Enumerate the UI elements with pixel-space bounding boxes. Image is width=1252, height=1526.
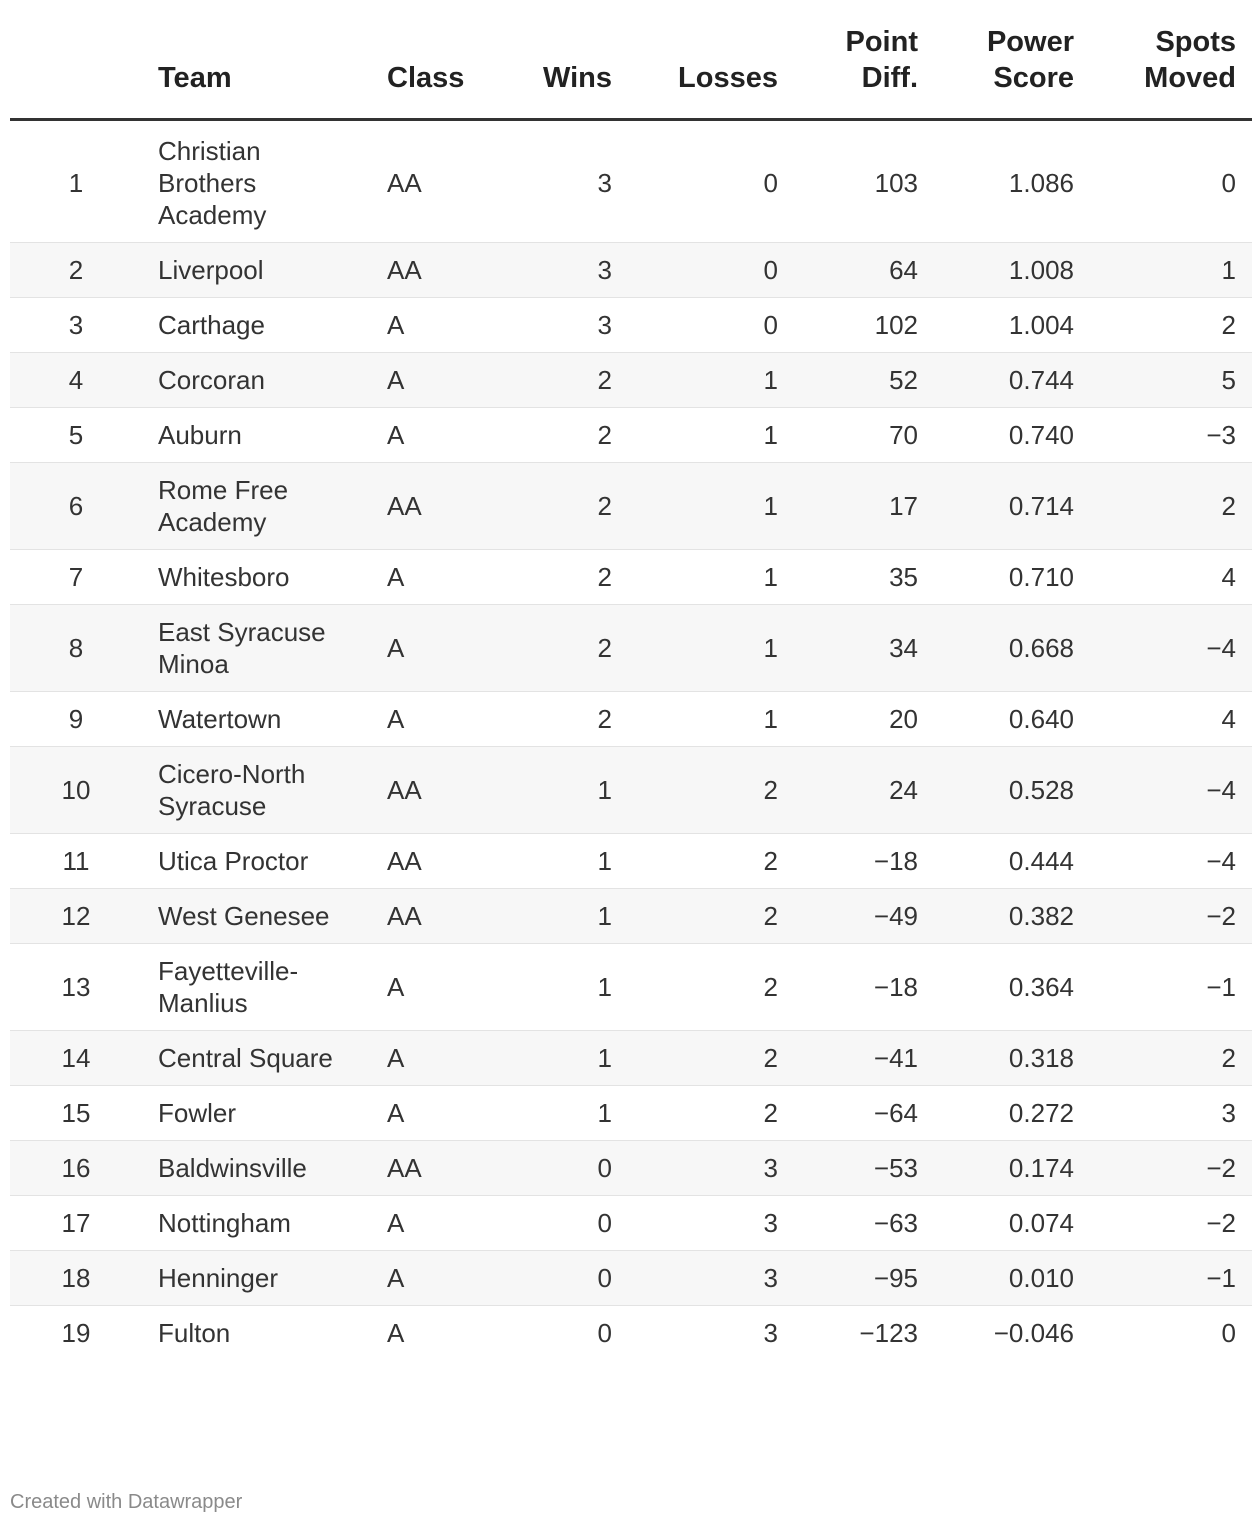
table-row xyxy=(10,1251,1252,1306)
spots-moved-cell: −2 xyxy=(1090,889,1252,944)
rank-cell: 19 xyxy=(61,1318,91,1348)
point-diff-cell: 52 xyxy=(794,353,934,408)
table-row xyxy=(10,1196,1252,1251)
point-diff-cell: 35 xyxy=(794,550,934,605)
wins-cell: 3 xyxy=(519,120,628,243)
rank-cell: 13 xyxy=(10,944,142,1031)
point-diff-cell: 64 xyxy=(794,243,934,298)
team-cell: Central Square xyxy=(142,1031,371,1086)
table-row xyxy=(10,889,1252,944)
wins-cell: 0 xyxy=(519,1196,628,1251)
power-score-cell: 1.086 xyxy=(934,120,1090,243)
table-row xyxy=(10,944,1252,1031)
point-diff-cell: 70 xyxy=(794,408,934,463)
spots-moved-cell: −1 xyxy=(1090,1251,1252,1306)
team-cell: Watertown xyxy=(142,692,371,747)
header-wins: Wins xyxy=(519,0,628,120)
power-rankings-table xyxy=(10,0,1252,1360)
point-diff-cell: −18 xyxy=(794,944,934,1031)
table-row xyxy=(10,550,1252,605)
losses-cell: 3 xyxy=(763,1318,778,1348)
point-diff-cell: −49 xyxy=(794,889,934,944)
rank-cell: 17 xyxy=(10,1196,142,1251)
spots-moved-cell: 5 xyxy=(1090,353,1252,408)
team-cell: Baldwinsville xyxy=(142,1141,371,1196)
point-diff-cell: 20 xyxy=(794,692,934,747)
team-cell: Christian Brothers Academy xyxy=(142,120,371,243)
power-score-cell: −0.046 xyxy=(993,1318,1074,1348)
point-diff-cell: 17 xyxy=(794,463,934,550)
class-cell: A xyxy=(371,1031,519,1086)
class-cell: AA xyxy=(371,747,519,834)
team-cell: Whitesboro xyxy=(142,550,371,605)
rank-cell: 1 xyxy=(10,120,142,243)
wins-cell: 2 xyxy=(519,692,628,747)
spots-moved-cell: 0 xyxy=(1221,1318,1236,1348)
rank-cell: 10 xyxy=(10,747,142,834)
losses-cell: 2 xyxy=(628,1086,794,1141)
rank-cell: 8 xyxy=(10,605,142,692)
class-cell: A xyxy=(387,1318,405,1348)
class-cell: A xyxy=(371,692,519,747)
table-row xyxy=(10,1031,1252,1086)
spots-moved-cell: −4 xyxy=(1090,747,1252,834)
losses-cell: 2 xyxy=(628,834,794,889)
power-score-cell: 0.744 xyxy=(934,353,1090,408)
class-cell: AA xyxy=(371,463,519,550)
power-score-cell: 0.074 xyxy=(934,1196,1090,1251)
class-cell: AA xyxy=(371,243,519,298)
table-row xyxy=(10,1086,1252,1141)
spots-moved-cell: 3 xyxy=(1090,1086,1252,1141)
header-spots-moved: Spots Moved xyxy=(1090,0,1252,120)
class-cell: A xyxy=(371,298,519,353)
header-rank xyxy=(10,0,142,120)
rank-cell: 12 xyxy=(10,889,142,944)
power-score-cell: 1.008 xyxy=(934,243,1090,298)
spots-moved-cell: 4 xyxy=(1090,692,1252,747)
spots-moved-cell: −2 xyxy=(1090,1196,1252,1251)
spots-moved-cell: 1 xyxy=(1090,243,1252,298)
rank-cell: 4 xyxy=(10,353,142,408)
power-score-cell: 0.444 xyxy=(934,834,1090,889)
losses-cell: 2 xyxy=(628,1031,794,1086)
power-score-cell: 0.668 xyxy=(934,605,1090,692)
spots-moved-cell: 2 xyxy=(1090,1031,1252,1086)
team-cell: Fulton xyxy=(158,1318,231,1348)
losses-cell: 2 xyxy=(628,944,794,1031)
table-row xyxy=(10,463,1252,550)
rank-cell: 16 xyxy=(10,1141,142,1196)
rank-cell: 5 xyxy=(10,408,142,463)
table-row xyxy=(10,1306,1252,1361)
wins-cell: 3 xyxy=(519,243,628,298)
losses-cell: 1 xyxy=(628,605,794,692)
wins-cell: 1 xyxy=(519,1031,628,1086)
rank-cell: 15 xyxy=(10,1086,142,1141)
point-diff-cell: −123 xyxy=(859,1318,918,1348)
spots-moved-cell: −4 xyxy=(1090,605,1252,692)
point-diff-cell: 102 xyxy=(794,298,934,353)
point-diff-cell: −63 xyxy=(794,1196,934,1251)
losses-cell: 1 xyxy=(628,463,794,550)
power-score-cell: 0.174 xyxy=(934,1141,1090,1196)
table-row xyxy=(10,605,1252,692)
footer-credit[interactable]: Created with Datawrapper xyxy=(10,1491,243,1513)
header-team: Team xyxy=(142,0,371,120)
rank-cell: 2 xyxy=(10,243,142,298)
power-score-cell: 0.382 xyxy=(934,889,1090,944)
header-point-diff: Point Diff. xyxy=(794,0,934,120)
team-cell: Rome Free Academy xyxy=(142,463,371,550)
rank-cell: 7 xyxy=(10,550,142,605)
team-cell: Corcoran xyxy=(142,353,371,408)
table-row xyxy=(10,692,1252,747)
wins-cell: 0 xyxy=(519,1141,628,1196)
wins-cell: 2 xyxy=(519,408,628,463)
power-score-cell: 0.364 xyxy=(934,944,1090,1031)
class-cell: AA xyxy=(371,834,519,889)
team-cell: Nottingham xyxy=(142,1196,371,1251)
wins-cell: 2 xyxy=(519,463,628,550)
power-score-cell: 0.528 xyxy=(934,747,1090,834)
spots-moved-cell: −4 xyxy=(1090,834,1252,889)
team-cell: Henninger xyxy=(142,1251,371,1306)
table-row xyxy=(10,243,1252,298)
class-cell: A xyxy=(371,1251,519,1306)
team-cell: Fowler xyxy=(142,1086,371,1141)
class-cell: A xyxy=(371,944,519,1031)
class-cell: AA xyxy=(371,1141,519,1196)
wins-cell: 1 xyxy=(519,944,628,1031)
class-cell: A xyxy=(371,605,519,692)
class-cell: AA xyxy=(371,120,519,243)
rank-cell: 14 xyxy=(10,1031,142,1086)
team-cell: Carthage xyxy=(142,298,371,353)
wins-cell: 2 xyxy=(519,605,628,692)
power-score-cell: 0.740 xyxy=(934,408,1090,463)
wins-cell: 1 xyxy=(519,1086,628,1141)
table-row xyxy=(10,1141,1252,1196)
spots-moved-cell: 4 xyxy=(1090,550,1252,605)
point-diff-cell: 103 xyxy=(794,120,934,243)
losses-cell: 3 xyxy=(628,1141,794,1196)
team-cell: Cicero-North Syracuse xyxy=(142,747,371,834)
losses-cell: 0 xyxy=(628,298,794,353)
table-header-row xyxy=(10,0,1252,120)
losses-cell: 2 xyxy=(628,889,794,944)
losses-cell: 0 xyxy=(628,243,794,298)
wins-cell: 2 xyxy=(519,550,628,605)
losses-cell: 2 xyxy=(628,747,794,834)
losses-cell: 1 xyxy=(628,408,794,463)
losses-cell: 0 xyxy=(628,120,794,243)
point-diff-cell: −64 xyxy=(794,1086,934,1141)
spots-moved-cell: 2 xyxy=(1090,463,1252,550)
power-score-cell: 0.010 xyxy=(934,1251,1090,1306)
team-cell: East Syracuse Minoa xyxy=(142,605,371,692)
team-cell: Auburn xyxy=(142,408,371,463)
power-score-cell: 0.318 xyxy=(934,1031,1090,1086)
table-row xyxy=(10,834,1252,889)
point-diff-cell: −95 xyxy=(794,1251,934,1306)
table-row xyxy=(10,408,1252,463)
class-cell: A xyxy=(371,408,519,463)
point-diff-cell: 34 xyxy=(794,605,934,692)
losses-cell: 3 xyxy=(628,1251,794,1306)
wins-cell: 0 xyxy=(519,1251,628,1306)
point-diff-cell: −18 xyxy=(794,834,934,889)
rank-cell: 18 xyxy=(10,1251,142,1306)
power-score-cell: 0.640 xyxy=(934,692,1090,747)
class-cell: A xyxy=(371,1086,519,1141)
spots-moved-cell: −2 xyxy=(1090,1141,1252,1196)
team-cell: Utica Proctor xyxy=(142,834,371,889)
wins-cell: 1 xyxy=(519,747,628,834)
table-row xyxy=(10,120,1252,243)
team-cell: Liverpool xyxy=(142,243,371,298)
wins-cell: 0 xyxy=(597,1318,612,1348)
power-score-cell: 1.004 xyxy=(934,298,1090,353)
wins-cell: 2 xyxy=(519,353,628,408)
class-cell: A xyxy=(371,353,519,408)
power-score-cell: 0.714 xyxy=(934,463,1090,550)
team-cell: West Genesee xyxy=(142,889,371,944)
header-class: Class xyxy=(371,0,519,120)
losses-cell: 3 xyxy=(628,1196,794,1251)
spots-moved-cell: 0 xyxy=(1090,120,1252,243)
team-cell: Fayetteville-Manlius xyxy=(142,944,371,1031)
power-score-cell: 0.272 xyxy=(934,1086,1090,1141)
wins-cell: 3 xyxy=(519,298,628,353)
class-cell: A xyxy=(371,550,519,605)
spots-moved-cell: 2 xyxy=(1090,298,1252,353)
class-cell: A xyxy=(371,1196,519,1251)
table-row xyxy=(10,298,1252,353)
rank-cell: 6 xyxy=(10,463,142,550)
point-diff-cell: −53 xyxy=(794,1141,934,1196)
header-losses: Losses xyxy=(628,0,794,120)
spots-moved-cell: −1 xyxy=(1090,944,1252,1031)
rank-cell: 11 xyxy=(10,834,142,889)
header-power-score: Power Score xyxy=(934,0,1090,120)
losses-cell: 1 xyxy=(628,353,794,408)
spots-moved-cell: −3 xyxy=(1090,408,1252,463)
class-cell: AA xyxy=(371,889,519,944)
table-row xyxy=(10,747,1252,834)
point-diff-cell: −41 xyxy=(794,1031,934,1086)
power-score-cell: 0.710 xyxy=(934,550,1090,605)
wins-cell: 1 xyxy=(519,834,628,889)
losses-cell: 1 xyxy=(628,692,794,747)
rank-cell: 9 xyxy=(10,692,142,747)
losses-cell: 1 xyxy=(628,550,794,605)
rank-cell: 3 xyxy=(10,298,142,353)
wins-cell: 1 xyxy=(519,889,628,944)
point-diff-cell: 24 xyxy=(794,747,934,834)
table-row xyxy=(10,353,1252,408)
table-body xyxy=(10,120,1252,1361)
